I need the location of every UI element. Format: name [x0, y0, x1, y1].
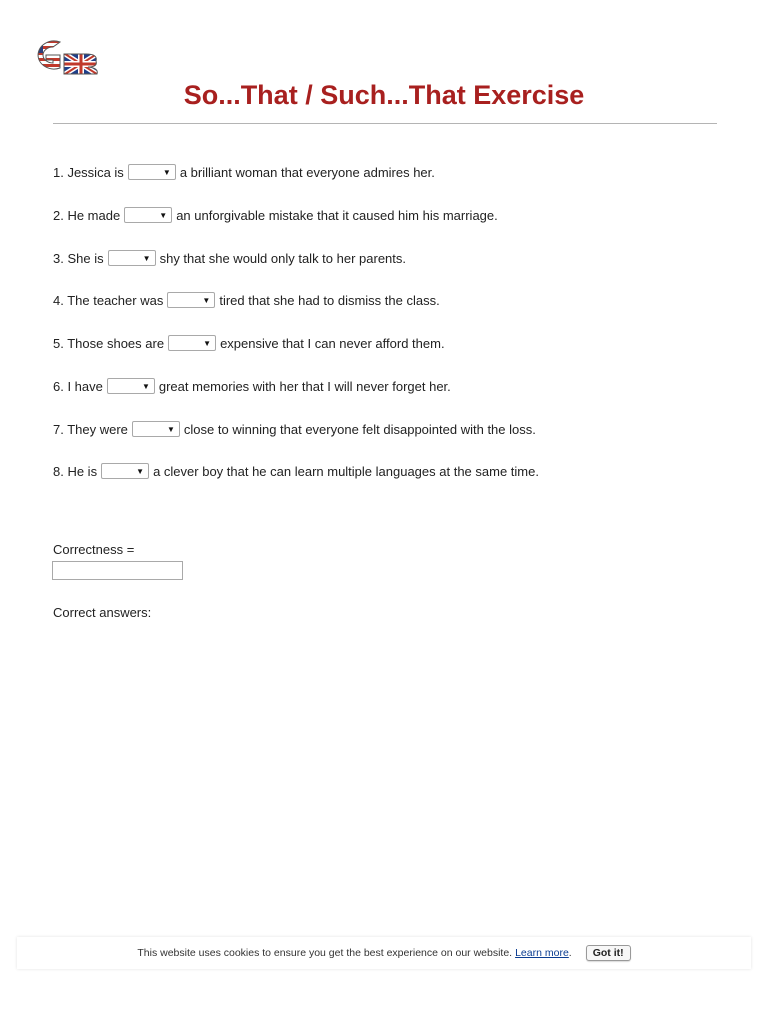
- question-text-after: expensive that I can never afford them.: [220, 335, 445, 351]
- question-text-after: an unforgivable mistake that it caused him his marriage.: [176, 207, 498, 223]
- question-text-before: 1. Jessica is: [53, 164, 124, 180]
- site-logo-icon[interactable]: [26, 36, 100, 76]
- question-text-before: 8. He is: [53, 463, 98, 479]
- question-2: [53, 205, 498, 225]
- chevron-down-icon: ▼: [159, 211, 168, 220]
- cookie-banner: [17, 937, 751, 969]
- question-text-after: shy that she would only talk to her parents.: [159, 250, 407, 266]
- question-text-after: great memories with her that I will never forget her.: [158, 378, 451, 394]
- cookie-message: This website uses cookies to ensure you get the best experience on our website.: [137, 947, 513, 959]
- title-divider: [53, 123, 717, 124]
- question-text-after: a brilliant woman that everyone admires her.: [179, 164, 435, 180]
- answer-select-8[interactable]: [101, 463, 149, 479]
- question-text-before: 5. Those shoes are: [53, 335, 165, 351]
- chevron-down-icon: ▼: [141, 382, 150, 391]
- answer-select-6[interactable]: [107, 378, 155, 394]
- question-6: [53, 376, 451, 396]
- answer-select-5[interactable]: [168, 335, 216, 351]
- question-text-after: close to winning that everyone felt disappointed with the loss.: [183, 421, 536, 437]
- question-text-before: 7. They were: [53, 421, 128, 437]
- question-text-before: 3. She is: [53, 250, 104, 266]
- question-3: [53, 248, 406, 268]
- question-1: [53, 162, 435, 182]
- answer-select-2[interactable]: [124, 207, 172, 223]
- learn-more-link[interactable]: Learn more: [515, 947, 569, 959]
- question-text-after: a clever boy that he can learn multiple languages at the same time.: [153, 463, 539, 479]
- cookie-period: .: [568, 947, 572, 959]
- page-title: So...That / Such...That Exercise: [183, 80, 585, 110]
- question-8: [53, 461, 539, 481]
- chevron-down-icon: ▼: [202, 296, 211, 305]
- answer-select-7[interactable]: [132, 421, 180, 437]
- chevron-down-icon: ▼: [162, 168, 171, 177]
- answer-select-1[interactable]: [128, 164, 176, 180]
- chevron-down-icon: ▼: [203, 339, 212, 348]
- question-text-before: 6. I have: [53, 378, 103, 394]
- correctness-label: Correctness =: [53, 542, 135, 557]
- answer-select-3[interactable]: [108, 250, 156, 266]
- chevron-down-icon: ▼: [142, 254, 151, 263]
- question-4: [53, 290, 440, 310]
- chevron-down-icon: ▼: [136, 467, 145, 476]
- chevron-down-icon: ▼: [167, 425, 175, 434]
- question-text-after: tired that she had to dismiss the class.: [219, 292, 440, 308]
- question-7: [53, 419, 536, 439]
- got-it-button[interactable]: Got it!: [586, 945, 631, 961]
- question-text-before: 2. He made: [53, 207, 121, 223]
- question-text-before: 4. The teacher was: [53, 292, 164, 308]
- correctness-field[interactable]: [52, 561, 183, 580]
- answer-select-4[interactable]: [167, 292, 215, 308]
- question-5: [53, 333, 445, 353]
- correct-answers-label: Correct answers:: [53, 605, 152, 620]
